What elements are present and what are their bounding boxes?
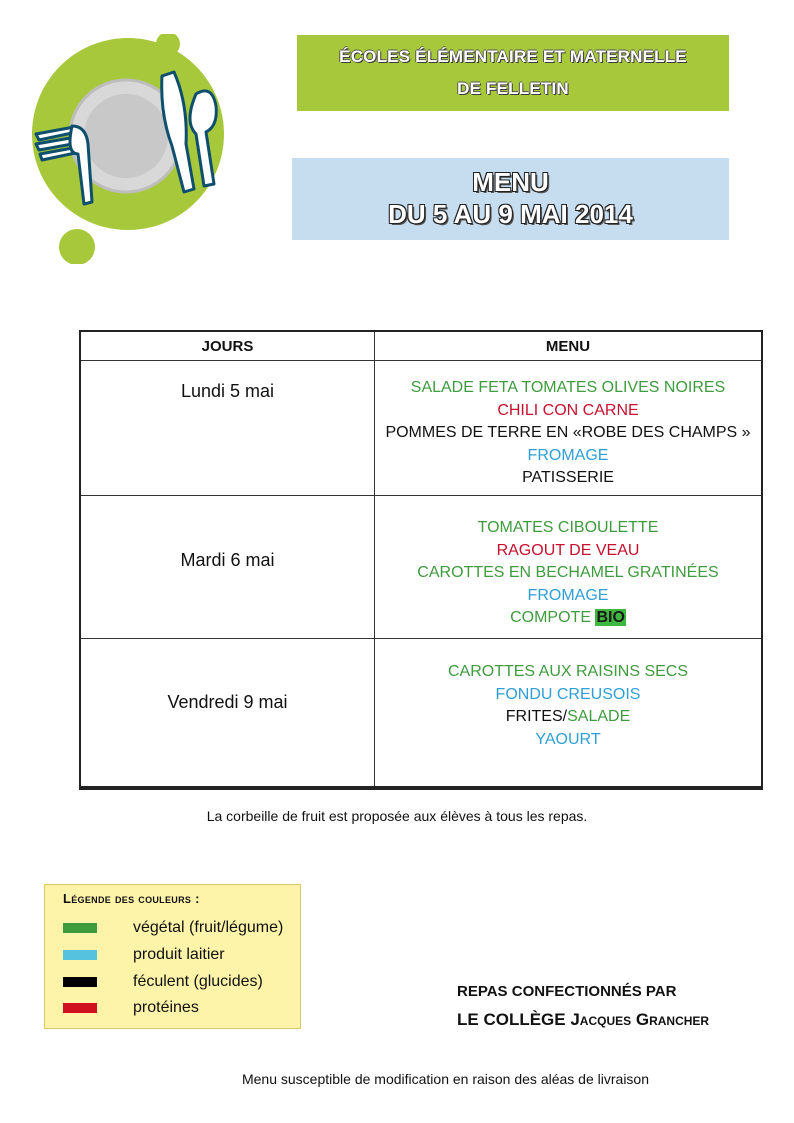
menu-items: [375, 361, 763, 496]
table-row: [80, 496, 762, 639]
color-legend: [44, 884, 301, 1029]
weekly-menu-table: [79, 330, 763, 788]
fruit-basket-note: La corbeille de fruit est proposée aux élèves à tous les repas.: [206, 808, 588, 824]
red-swatch: [63, 1003, 97, 1013]
menu-item: POMMES DE TERRE EN «ROBE DES CHAMPS »: [385, 424, 751, 441]
table-header-row: [80, 331, 762, 361]
menu-item: FROMAGE: [527, 446, 609, 464]
menu-item: CHILI CON CARNE: [497, 401, 639, 419]
menu-title-box: [292, 158, 729, 240]
menu-item-text: FRITES/: [505, 708, 568, 725]
legend-row-proteines: [63, 998, 199, 1018]
menu-item: FROMAGE: [527, 586, 609, 604]
blue-swatch: [63, 950, 97, 960]
menu-item: [375, 607, 761, 630]
menu-items: [375, 639, 763, 787]
black-swatch: [63, 977, 97, 987]
menu-item-text: COMPOTE: [510, 609, 591, 626]
menu-title: MENU: [472, 167, 549, 198]
credit-line1: REPAS CONFECTIONNÉS PAR: [457, 983, 677, 1000]
school-title-line2: DE FELLETIN: [457, 79, 569, 98]
legend-label: produit laitier: [133, 946, 225, 963]
menu-item: YAOURT: [535, 730, 601, 748]
menu-item: FONDU CREUSOIS: [495, 685, 641, 703]
menu-items: [375, 496, 763, 639]
credit-line2: LE COLLÈGE Jacques Grancher: [457, 1010, 710, 1029]
table-row: [80, 639, 762, 787]
day-label: Mardi 6 mai: [180, 550, 275, 570]
bio-badge: BIO: [596, 609, 625, 626]
menu-item: [375, 706, 761, 729]
school-title-line1: ÉCOLES ÉLÉMENTAIRE ET MATERNELLE: [339, 47, 687, 66]
menu-item: RAGOUT DE VEAU: [496, 541, 640, 559]
plate-fork-knife-spoon-logo: [28, 34, 228, 264]
legend-label: protéines: [133, 999, 199, 1016]
table-row: [80, 361, 762, 496]
green-swatch: [63, 923, 97, 933]
menu-item: PATISSERIE: [522, 469, 614, 486]
menu-item: TOMATES CIBOULETTE: [477, 519, 659, 536]
menu-item: SALADE FETA TOMATES OLIVES NOIRES: [410, 379, 726, 396]
menu-item-suffix: SALADE: [567, 708, 631, 725]
modification-disclaimer: Menu susceptible de modification en raison des aléas de livraison: [241, 1071, 649, 1087]
school-title-box: [297, 35, 729, 111]
header-menu: MENU: [375, 331, 763, 361]
menu-item: CAROTTES EN BECHAMEL GRATINÉES: [417, 564, 719, 581]
header-jours: JOURS: [80, 331, 375, 361]
legend-label: végétal (fruit/légume): [133, 919, 284, 936]
menu-item: CAROTTES AUX RAISINS SECS: [447, 663, 689, 680]
legend-label: féculent (glucides): [133, 973, 263, 990]
legend-title: Légende des couleurs :: [63, 891, 200, 906]
legend-row-vegetal: [63, 918, 283, 938]
legend-row-feculent: [63, 972, 263, 992]
menu-date-range: DU 5 AU 9 MAI 2014: [388, 199, 633, 229]
day-label: Vendredi 9 mai: [167, 692, 288, 712]
meal-credit: [457, 978, 709, 1034]
day-label: Lundi 5 mai: [180, 381, 275, 401]
legend-row-laitier: [63, 945, 225, 965]
